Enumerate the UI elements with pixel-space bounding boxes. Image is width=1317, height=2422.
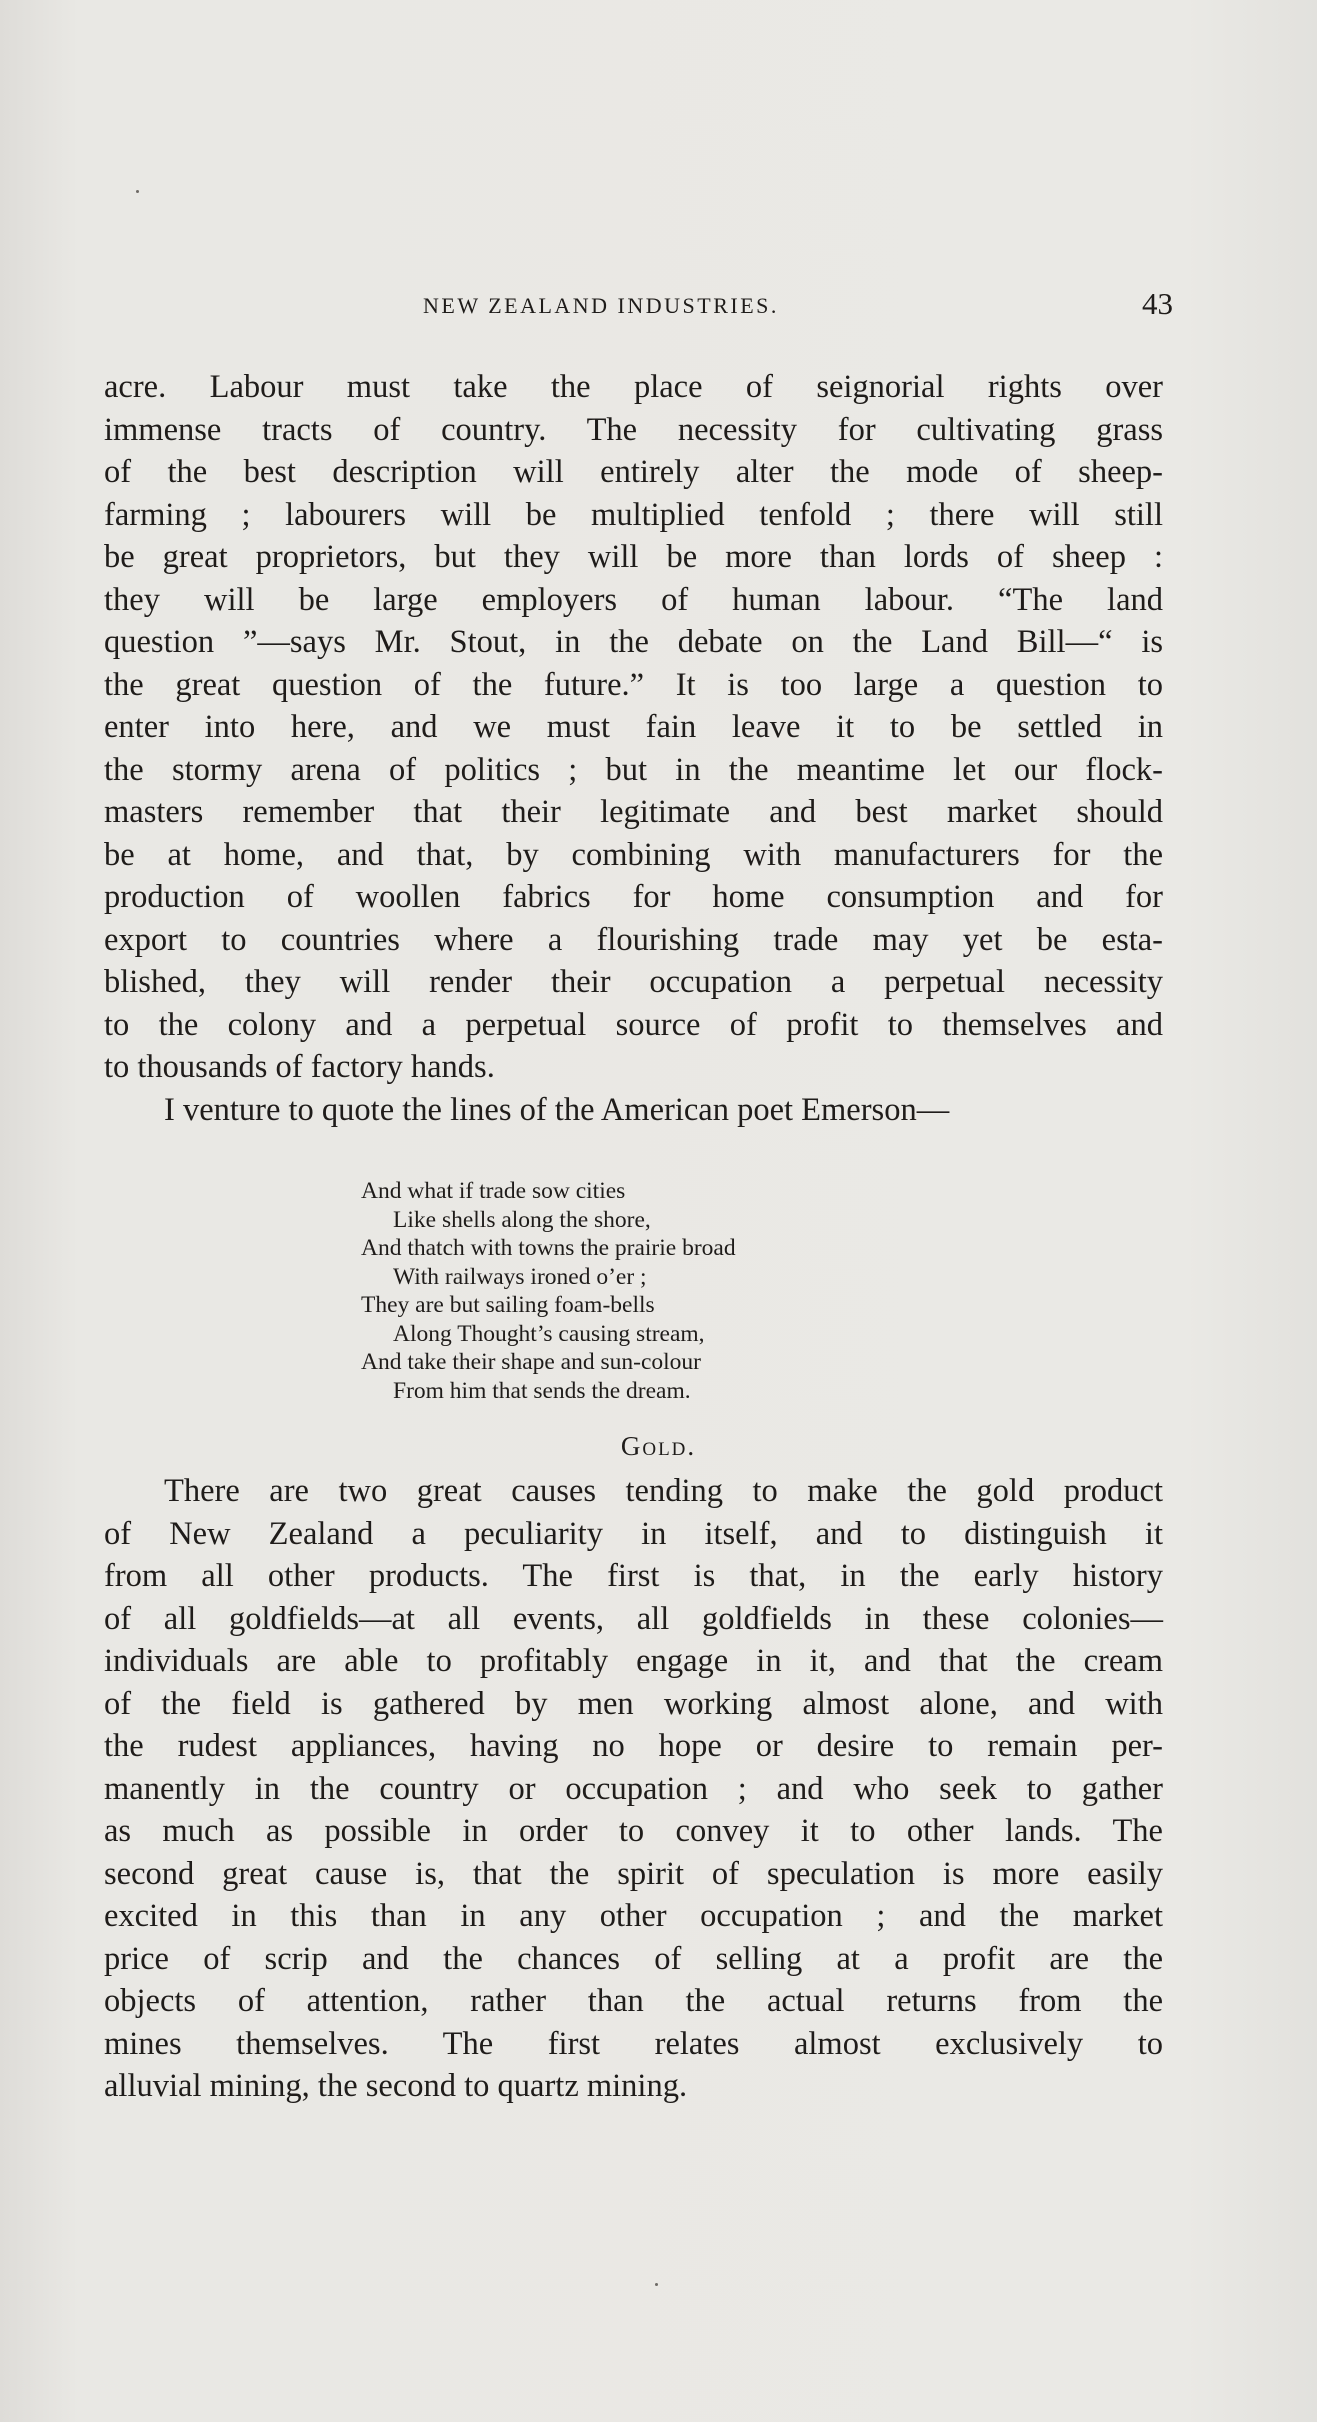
text-line: production of woollen fabrics for home consumption and for: [104, 879, 1163, 915]
poem-quotation: [361, 1177, 736, 1405]
text-line: of the field is gathered by men working almost alone, and with: [104, 1685, 1163, 1722]
text-line: of all goldfields—at all events, all goldfields in these colonies—: [104, 1600, 1163, 1637]
text-line: the great question of the future.” It is too large a question to: [104, 666, 1163, 703]
text-line: acre. Labour must take the place of seignorial rights over: [104, 369, 1163, 405]
text-line: question ”—says Mr. Stout, in the debate on the Land Bill—“ is: [104, 624, 1163, 660]
poem-line: From him that sends the dream.: [393, 1377, 691, 1404]
text-line: farming ; labourers will be multiplied tenfold ; there will still: [104, 496, 1163, 533]
text-line: blished, they will render their occupation a perpetual necessity: [104, 964, 1163, 1000]
text-line: I venture to quote the lines of the American poet Emerson—: [164, 1091, 950, 1128]
text-line: the rudest appliances, having no hope or desire to remain per-: [104, 1728, 1163, 1764]
text-line: they will be large employers of human labour. “The land: [104, 581, 1163, 618]
paper-speck: [136, 190, 139, 193]
running-title: NEW ZEALAND INDUSTRIES.: [423, 293, 779, 318]
text-line: second great cause is, that the spirit of speculation is more easily: [104, 1855, 1163, 1892]
paper-speck: [655, 2283, 658, 2286]
poem-line: And thatch with towns the prairie broad: [361, 1235, 736, 1261]
poem-line: They are but sailing foam-bells: [361, 1292, 655, 1318]
poem-line: And take their shape and sun-colour: [361, 1349, 701, 1375]
text-line: immense tracts of country. The necessity for cultivating grass: [104, 411, 1163, 448]
text-line: individuals are able to profitably engage in it, and that the cream: [104, 1643, 1163, 1679]
section-heading: Gold.: [620, 1431, 697, 1461]
text-line: alluvial mining, the second to quartz mining.: [104, 2068, 688, 2104]
text-line: the stormy arena of politics ; but in the meantime let our flock-: [104, 751, 1163, 788]
text-line: excited in this than in any other occupation ; and the market: [104, 1898, 1163, 1934]
text-line: objects of attention, rather than the actual returns from the: [104, 1983, 1163, 2019]
text-line: to the colony and a perpetual source of profit to themselves and: [104, 1006, 1163, 1043]
text-line: export to countries where a flourishing trade may yet be esta-: [104, 921, 1163, 958]
poem-line: Like shells along the shore,: [393, 1206, 651, 1233]
text-line: from all other products. The first is that, in the early history: [104, 1558, 1163, 1594]
text-line: price of scrip and the chances of selling at a profit are the: [104, 1940, 1163, 1977]
running-head: [0, 288, 1317, 324]
text-line: There are two great causes tending to make the gold product: [164, 1473, 1163, 1509]
text-line: be at home, and that, by combining with manufacturers for the: [104, 836, 1163, 873]
poem-line: Along Thought’s causing stream,: [393, 1320, 705, 1347]
text-line: enter into here, and we must fain leave it to be settled in: [104, 709, 1163, 745]
text-line: of New Zealand a peculiarity in itself, and to distinguish it: [104, 1515, 1163, 1552]
poem-line: And what if trade sow cities: [361, 1178, 626, 1204]
text-line: of the best description will entirely alter the mode of sheep-: [104, 454, 1163, 490]
gold-section-text: [104, 1470, 1163, 2108]
main-text-block: [104, 366, 1163, 1131]
page-number: 43: [1142, 286, 1173, 321]
text-line: mines themselves. The first relates almost exclusively to: [104, 2025, 1163, 2062]
poem-line: With railways ironed o’er ;: [393, 1263, 647, 1290]
text-line: manently in the country or occupation ; and who seek to gather: [104, 1770, 1163, 1807]
text-line: as much as possible in order to convey it to other lands. The: [104, 1813, 1163, 1849]
text-line: to thousands of factory hands.: [104, 1049, 495, 1085]
text-line: be great proprietors, but they will be more than lords of sheep :: [104, 539, 1163, 575]
text-line: masters remember that their legitimate and best market should: [104, 794, 1163, 830]
